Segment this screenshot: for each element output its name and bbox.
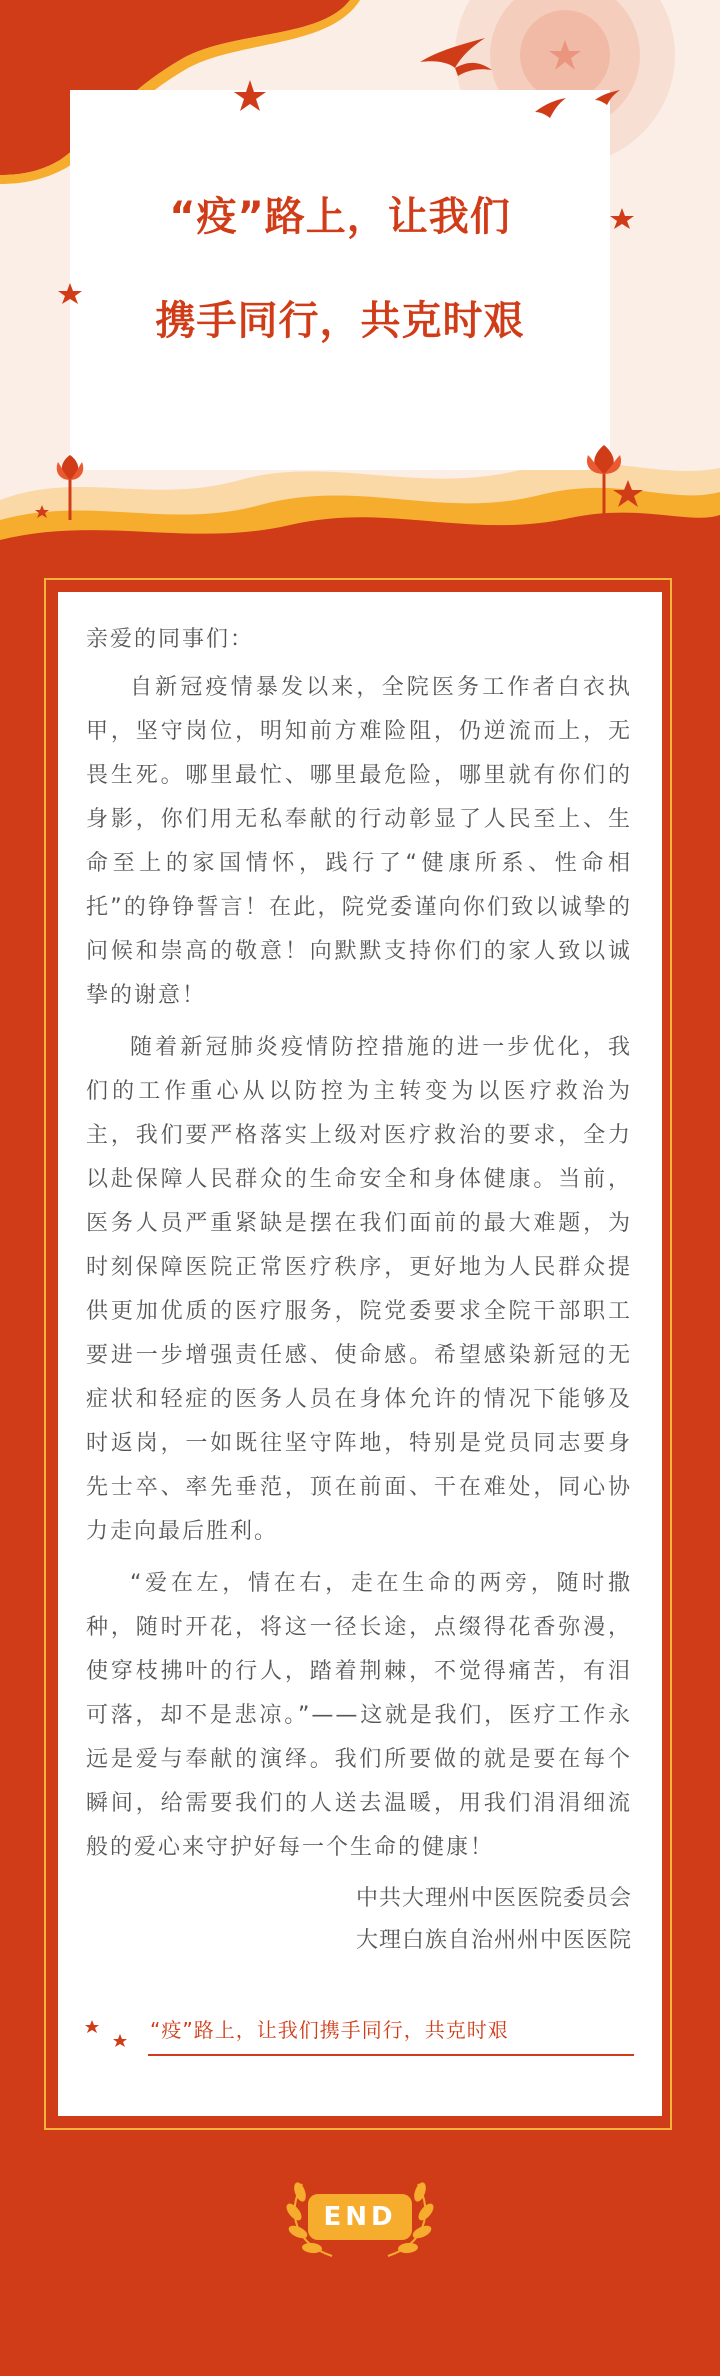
end-badge-area xyxy=(272,2164,448,2264)
letter-greeting: 亲爱的同事们： xyxy=(86,627,255,652)
lotus-icon xyxy=(57,445,621,520)
title-line-1: “疫”路上，让我们 xyxy=(169,194,511,240)
letter-card xyxy=(58,592,662,2116)
letter-paragraph-3: “爱在左，情在右，走在生命的两旁，随时撒种，随时开花，将这一径长途，点缀得花香弥漫，使穿枝拂叶的行人，踏着荆棘，不觉得痛苦，有泪可落，却不是悲凉。”——这就是我们，医疗工作永远是爱与奉献的演绎。我们所要做的就是要在每个瞬间，给需要我们的人送去温暖，用我们涓涓细流般的爱心来守护好每一个生命的健康！ xyxy=(86,1571,632,1860)
footer-motto xyxy=(148,2010,634,2056)
end-label: END xyxy=(308,2194,412,2240)
title-line-2: 携手同行，共克时艰 xyxy=(155,298,525,344)
dove-icon xyxy=(420,38,620,118)
signature-line-2: 大理白族自治州州中医医院 xyxy=(355,1928,632,1953)
footer-motto-text: “疫”路上，让我们携手同行，共克时艰 xyxy=(150,2018,509,2042)
letter-paragraph-1: 自新冠疫情暴发以来，全院医务工作者白衣执甲，坚守岗位，明知前方难险阻，仍逆流而上，无畏生死。哪里最忙、哪里最危险，哪里就有你们的身影，你们用无私奉献的行动彰显了人民至上、生命至上的家国情怀，践行了“健康所系、性命相托”的铮铮誓言！在此，院党委谨向你们致以诚挚的问候和崇高的敬意！向默默支持你们的家人致以诚挚的谢意！ xyxy=(86,675,632,1008)
footer-stars-icon xyxy=(84,2012,144,2062)
signature-line-1: 中共大理州中医医院委员会 xyxy=(355,1886,632,1911)
letter-body xyxy=(86,618,632,1962)
page-title xyxy=(70,165,610,373)
letter-paragraph-2: 随着新冠肺炎疫情防控措施的进一步优化，我们的工作重心从以防控为主转变为以医疗救治为主，我们要严格落实上级对医疗救治的要求，全力以赴保障人民群众的生命安全和身体健康。当前，医务人员严重紧缺是摆在我们面前的最大难题，为时刻保障医院正常医疗秩序，更好地为人民群众提供更加优质的医疗服务，院党委要求全院干部职工要进一步增强责任感、使命感。希望感染新冠的无症状和轻症的医务人员在身体允许的情况下能够及时返岗，一如既往坚守阵地，特别是党员同志要身先士卒、率先垂范，顶在前面、干在难处，同心协力走向最后胜利。 xyxy=(86,1035,632,1544)
header-banner xyxy=(0,0,720,560)
